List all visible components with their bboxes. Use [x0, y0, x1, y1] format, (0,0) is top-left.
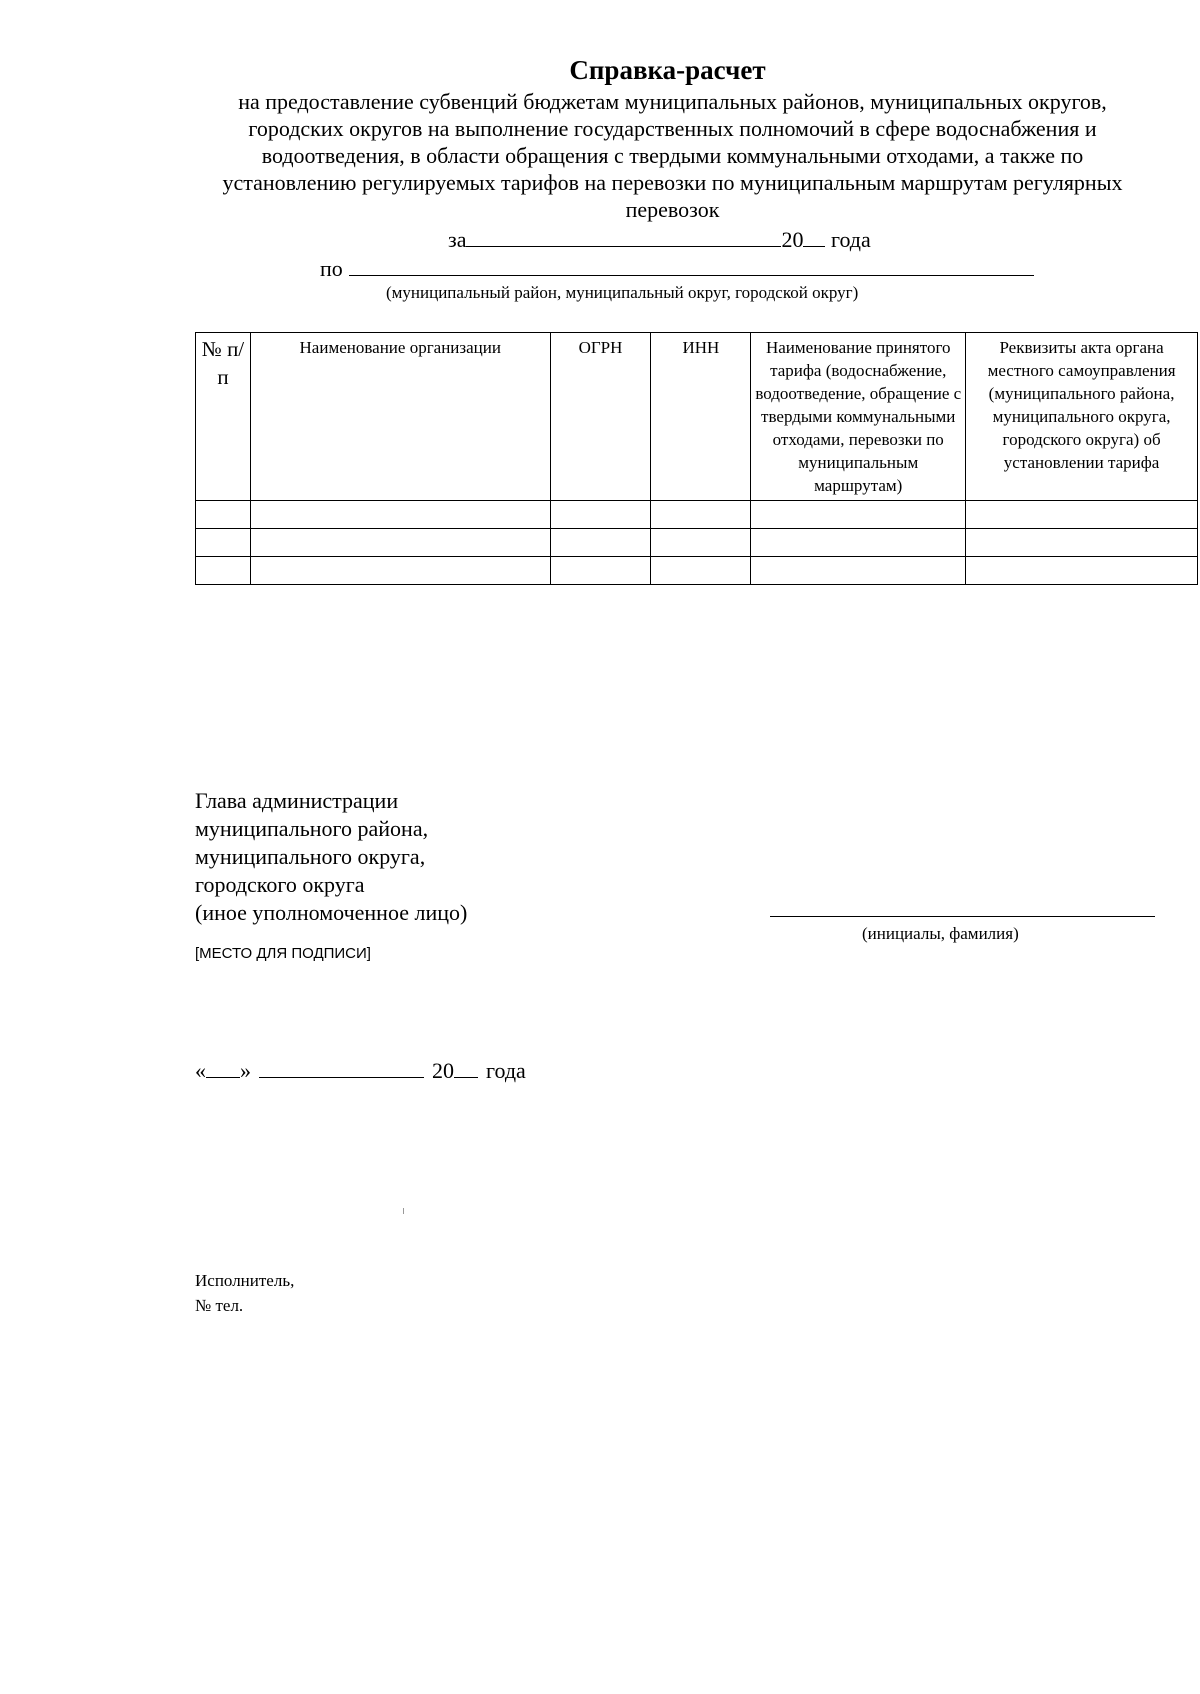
- signer-line: (иное уполномоченное лицо): [195, 900, 468, 925]
- period-suffix: года: [830, 227, 871, 252]
- signer-line: муниципального округа,: [195, 844, 426, 869]
- table-cell: [550, 557, 651, 585]
- table-cell: [651, 557, 751, 585]
- column-header-inn: ИНН: [651, 333, 751, 501]
- executor-label: Исполнитель,: [195, 1271, 295, 1290]
- date-line: [195, 1057, 526, 1084]
- date-month-blank: [259, 1057, 424, 1078]
- signature-name-note: (инициалы, фамилия): [862, 924, 1019, 943]
- period-prefix: за: [448, 227, 467, 252]
- date-day-blank: [206, 1057, 240, 1078]
- table-cell: [250, 501, 550, 529]
- region-prefix: по: [320, 256, 343, 281]
- column-header-ogrn: ОГРН: [550, 333, 651, 501]
- data-table: [195, 332, 1198, 585]
- region-note: (муниципальный район, муниципальный округ, городской округ): [386, 283, 859, 302]
- table-cell: [550, 501, 651, 529]
- table-cell: [751, 501, 966, 529]
- table-cell: [751, 529, 966, 557]
- table-row: [196, 529, 1198, 557]
- column-header-number: № п/п: [196, 333, 251, 501]
- document-title: Справка-расчет: [569, 55, 766, 85]
- table-cell: [196, 557, 251, 585]
- period-line: [448, 226, 871, 253]
- table-cell: [751, 557, 966, 585]
- table-cell: [966, 529, 1198, 557]
- table-row: [196, 501, 1198, 529]
- document-subtitle: на предоставление субвенций бюджетам муниципальных районов, муниципальных округов, городских округов на выполнение государственных полномочий в сфере водоснабжения и водоотведения, в области обращения с твердыми коммунальными отходами, а также по установлению регулируемых тарифов на перевозки по муниципальным маршрутам регулярных перевозок: [222, 89, 1123, 222]
- executor-block: [195, 1268, 294, 1318]
- table-cell: [250, 529, 550, 557]
- date-open-quote: «: [195, 1058, 206, 1083]
- region-blank: [349, 255, 1034, 276]
- date-year-blank: [454, 1057, 478, 1078]
- column-header-organization: Наименование организации: [250, 333, 550, 501]
- signer-line: городского округа: [195, 872, 365, 897]
- date-year-prefix: 20: [432, 1058, 454, 1083]
- table-row: [196, 557, 1198, 585]
- table-cell: [250, 557, 550, 585]
- signer-line: Глава администрации: [195, 788, 399, 813]
- table-header-row: [196, 333, 1198, 501]
- period-blank: [466, 226, 781, 247]
- table-cell: [550, 529, 651, 557]
- period-year-prefix: 20: [781, 227, 804, 252]
- date-close-quote: »: [240, 1058, 251, 1083]
- executor-phone: № тел.: [195, 1296, 244, 1315]
- signer-line: муниципального района,: [195, 816, 429, 841]
- column-header-act-details: Реквизиты акта органа местного самоуправления (муниципального района, муниципального округа, городского округа) об установлении тарифа: [966, 333, 1198, 501]
- period-year-blank: [803, 226, 825, 247]
- table-cell: [966, 501, 1198, 529]
- table-cell: [651, 501, 751, 529]
- scan-speck: [403, 1208, 404, 1214]
- signer-block: [195, 787, 467, 927]
- table-cell: [196, 501, 251, 529]
- column-header-tariff: Наименование принятого тарифа (водоснабжение, водоотведение, обращение с твердыми коммунальными отходами, перевозки по муниципальным маршрутам): [751, 333, 966, 501]
- table-cell: [651, 529, 751, 557]
- signature-placeholder: [МЕСТО ДЛЯ ПОДПИСИ]: [195, 945, 371, 962]
- table-cell: [966, 557, 1198, 585]
- signature-line: [770, 916, 1155, 917]
- table-cell: [196, 529, 251, 557]
- region-line: [320, 255, 1034, 282]
- date-suffix: года: [486, 1058, 526, 1083]
